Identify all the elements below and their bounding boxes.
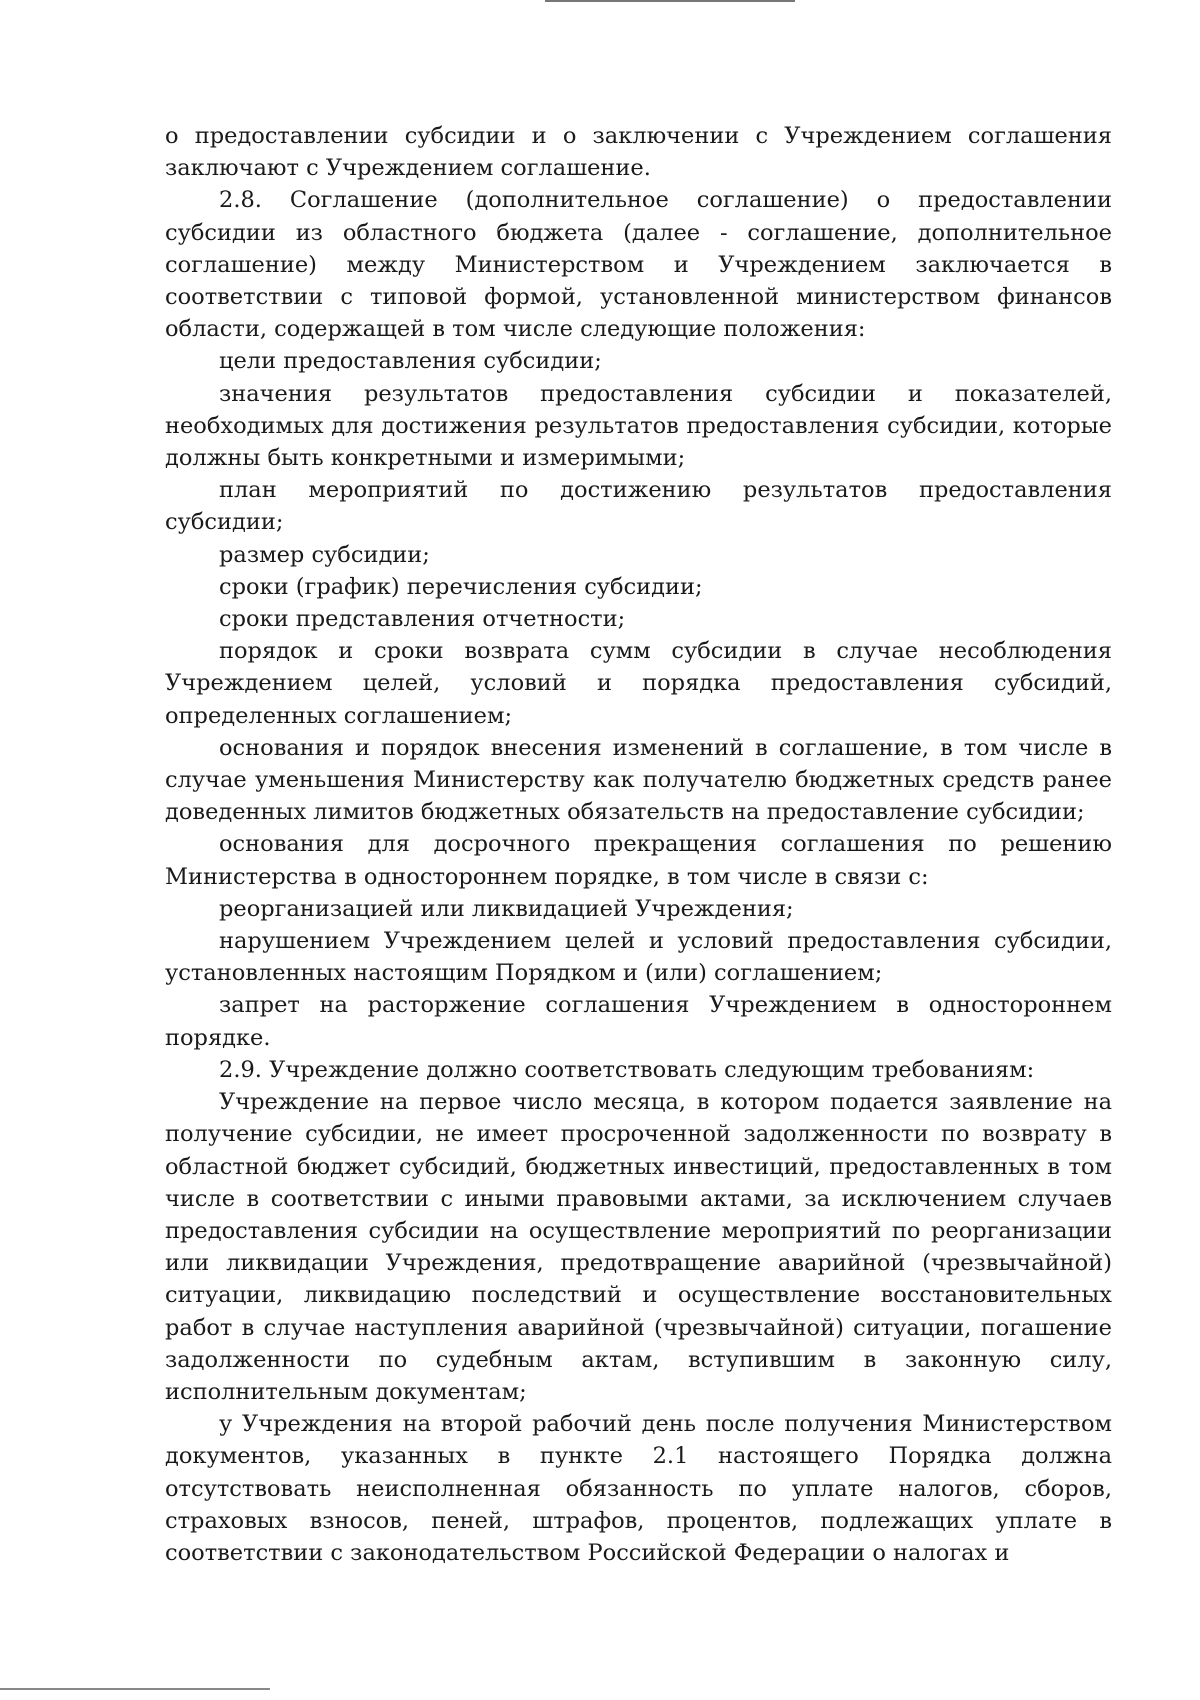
document-body <box>165 120 1112 1569</box>
paragraph-2-9: 2.9. Учреждение должно соответствовать следующим требованиям: <box>219 1056 1035 1083</box>
scan-edge-mark-bottom <box>0 1688 270 1690</box>
scan-edge-mark <box>545 0 795 6</box>
paragraph-amendments: основания и порядок внесения изменений в соглашение, в том числе в случае уменьшения Министерству как получателю бюджетных средств ранее доведенных лимитов бюджетных обязательств на предоставление субсидии; <box>165 734 1112 826</box>
paragraph-reorganization: реорганизацией или ликвидацией Учреждения; <box>219 895 794 922</box>
paragraph-2-8: 2.8. Соглашение (дополнительное соглашение) о предоставлении субсидии из областного бюджета (далее - соглашение, дополнительное соглашение) между Министерством и Учреждением заключается в соответствии с типовой формой, установленной министерством финансов области, содержащей в том числе следующие положения: <box>165 187 1112 343</box>
paragraph-prohibition: запрет на расторжение соглашения Учреждением в одностороннем порядке. <box>165 992 1112 1051</box>
paragraph-termination: основания для досрочного прекращения соглашения по решению Министерства в одностороннем порядке, в том числе в связи с: <box>165 831 1112 890</box>
paragraph-violation: нарушением Учреждением целей и условий предоставления субсидии, установленных настоящим Порядком и (или) соглашением; <box>165 928 1112 987</box>
paragraph-continuation: о предоставлении субсидии и о заключении с Учреждением соглашения заключают с Учреждением соглашение. <box>165 123 1112 182</box>
paragraph-schedule: сроки (график) перечисления субсидии; <box>219 573 703 600</box>
paragraph-no-debt: Учреждение на первое число месяца, в котором подается заявление на получение субсидии, не имеет просроченной задолженности по возврату в областной бюджет субсидий, бюджетных инвестиций, предоставленных в том числе в соответствии с иными правовыми актами, за исключением случаев предоставления субсидии на осуществление мероприятий по реорганизации или ликвидации Учреждения, предотвращение аварийной (чрезвычайной) ситуации, ликвидацию последствий и осуществление восстановительных работ в случае наступления аварийной (чрезвычайной) ситуации, погашение задолженности по судебным актам, вступившим в законную силу, исполнительным документам; <box>165 1089 1112 1405</box>
paragraph-action-plan: план мероприятий по достижению результатов предоставления субсидии; <box>165 477 1112 536</box>
paragraph-results: значения результатов предоставления субсидии и показателей, необходимых для достижения результатов предоставления субсидии, которые должны быть конкретными и измеримыми; <box>165 380 1112 472</box>
paragraph-refund: порядок и сроки возврата сумм субсидии в случае несоблюдения Учреждением целей, условий и порядка предоставления субсидий, определенных соглашением; <box>165 638 1112 729</box>
paragraph-reporting: сроки представления отчетности; <box>219 606 626 633</box>
paragraph-goals: цели предоставления субсидии; <box>219 348 602 375</box>
paragraph-tax-obligation: у Учреждения на второй рабочий день после получения Министерством документов, указанных в пункте 2.1 настоящего Порядка должна отсутствовать неисполненная обязанность по уплате налогов, сборов, страховых взносов, пеней, штрафов, процентов, подлежащих уплате в соответствии с законодательством Российской Федерации о налогах и <box>165 1411 1112 1566</box>
paragraph-amount: размер субсидии; <box>219 541 430 568</box>
